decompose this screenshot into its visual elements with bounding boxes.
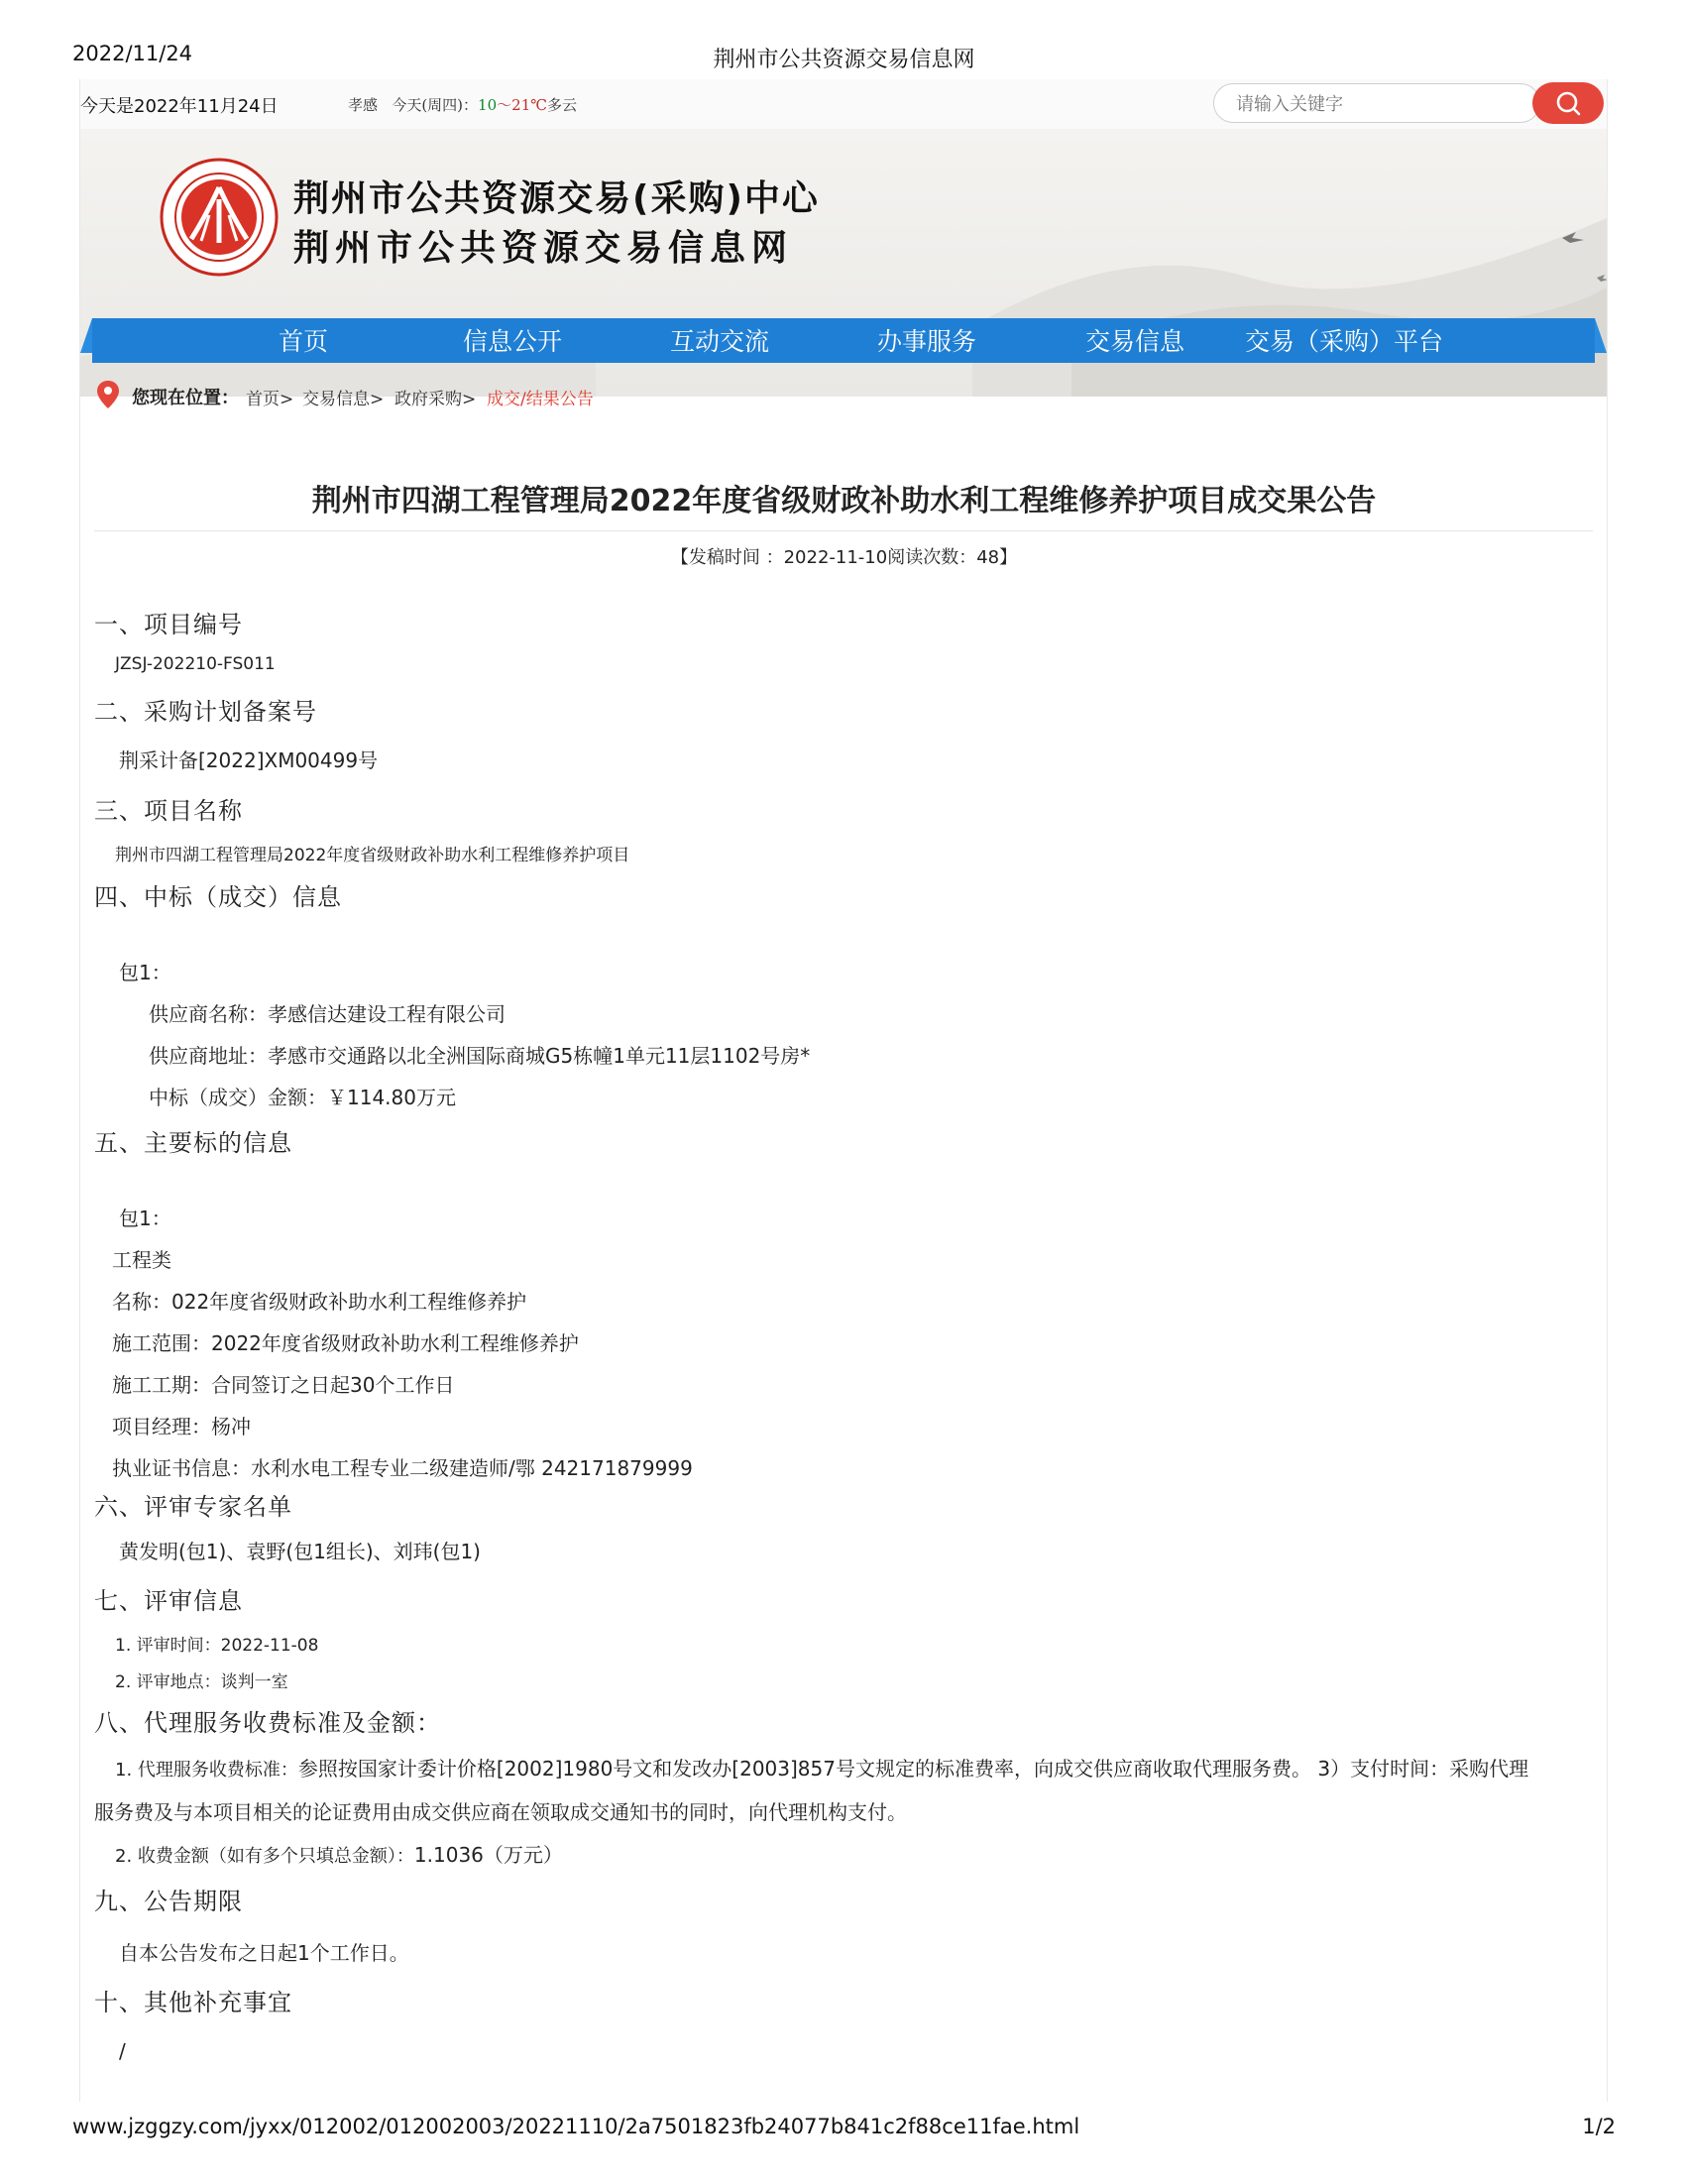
- nav-trade-platform[interactable]: 交易（采购）平台: [1245, 327, 1444, 356]
- breadcrumb-home[interactable]: 首页>: [246, 390, 294, 409]
- project-name: 荆州市四湖工程管理局2022年度省级财政补助水利工程维修养护项目: [115, 846, 630, 865]
- search-input[interactable]: [1234, 92, 1496, 116]
- weather-day: 今天(周四)：: [392, 96, 479, 114]
- print-footer-page: 1/2: [1582, 2115, 1616, 2138]
- temp-low: 10: [478, 96, 498, 114]
- nav-home[interactable]: 首页: [279, 327, 329, 356]
- supplier-address: 供应商地址：孝感市交通路以北全洲国际商城G5栋幢1单元11层1102号房*: [149, 1044, 811, 1068]
- construction-period: 施工工期：合同签订之日起30个工作日: [112, 1373, 455, 1397]
- print-footer-url: www.jzggzy.com/jyxx/012002/012002003/20221110/2a7501823fb24077b841c2f88ce11fae.html: [72, 2115, 1080, 2138]
- breadcrumb-trade-info[interactable]: 交易信息>: [302, 390, 385, 409]
- project-manager: 项目经理：杨冲: [112, 1415, 251, 1438]
- fee-standard-text: 参照按国家计委计价格[2002]1980号文和发改办[2003]857号文规定的标准费率，向成交供应商收取代理服务费。 3）支付时间：采购代理: [297, 1757, 1529, 1781]
- supplier-name: 供应商名称：孝感信达建设工程有限公司: [149, 1002, 506, 1026]
- search-box: [1213, 83, 1540, 123]
- breadcrumb-current[interactable]: 成交/结果公告: [487, 390, 594, 409]
- section-heading-2: 二、采购计划备案号: [94, 698, 317, 726]
- breadcrumb-label: 您现在位置：: [132, 388, 239, 408]
- site-name-line2: 荆州市公共资源交易信息网: [293, 228, 794, 269]
- expert-list: 黄发明(包1)、袁野(包1组长)、刘玮(包1): [119, 1540, 481, 1563]
- article-meta: 【发稿时间 ：2022-11-10阅读次数：48】: [670, 547, 1018, 568]
- weather-city: 孝感: [348, 96, 379, 114]
- breadcrumb: [80, 377, 1607, 416]
- section-heading-9: 九、公告期限: [94, 1888, 243, 1915]
- fee-standard-label: 1. 代理服务收费标准：: [115, 1760, 298, 1781]
- today-date: 今天是2022年11月24日: [80, 96, 279, 117]
- site-logo: [160, 158, 279, 277]
- nav-interaction[interactable]: 互动交流: [670, 327, 770, 356]
- plan-record-number: 荆采计备[2022]XM00499号: [119, 748, 379, 772]
- subject-name: 名称：022年度省级财政补助水利工程维修养护: [112, 1290, 527, 1314]
- review-time: 1. 评审时间：2022-11-08: [115, 1636, 319, 1656]
- section-heading-6: 六、评审专家名单: [94, 1493, 292, 1521]
- temp-separator: ～: [497, 96, 512, 114]
- fee-standard: [115, 1753, 1528, 1782]
- section-heading-3: 三、项目名称: [94, 797, 243, 825]
- weather-widget: [348, 94, 577, 115]
- temp-high: 21℃: [511, 96, 548, 114]
- weather-condition: 多云: [547, 96, 578, 114]
- fee-amount: [115, 1839, 563, 1868]
- nav-services[interactable]: 办事服务: [877, 327, 977, 356]
- subject-category: 工程类: [112, 1248, 171, 1272]
- search-icon: [1554, 90, 1582, 116]
- section-heading-1: 一、项目编号: [94, 611, 243, 638]
- top-bar: [80, 79, 1607, 129]
- review-place: 2. 评审地点：谈判一室: [115, 1672, 288, 1692]
- project-number: JZSJ-202210-FS011: [115, 654, 276, 674]
- print-header-title: 荆州市公共资源交易信息网: [713, 48, 975, 72]
- section-heading-4: 四、中标（成交）信息: [94, 883, 342, 911]
- nav-info-disclosure[interactable]: 信息公开: [463, 327, 563, 356]
- fee-standard-text-cont: 服务费及与本项目相关的论证费用由成交供应商在领取成交通知书的同时，向代理机构支付。: [94, 1800, 907, 1824]
- print-header-date: 2022/11/24: [72, 42, 193, 65]
- article-title: 荆州市四湖工程管理局2022年度省级财政补助水利工程维修养护项目成交果公告: [311, 484, 1377, 518]
- location-pin-icon: [96, 380, 120, 409]
- main-nav: [80, 313, 1607, 363]
- certificate-info: 执业证书信息：水利水电工程专业二级建造师/鄂 242171879999: [112, 1456, 693, 1480]
- fee-amount-label: 2. 收费金额（如有多个只填总金额）：: [115, 1846, 414, 1867]
- site-name-line1: 荆州市公共资源交易(采购)中心: [293, 178, 820, 219]
- other-matters: /: [119, 2039, 126, 2063]
- award-amount: 中标（成交）金额：￥114.80万元: [149, 1086, 456, 1109]
- section-heading-10: 十、其他补充事宜: [94, 1989, 292, 2016]
- subject-package: 包1：: [119, 1207, 171, 1230]
- breadcrumb-gov-procurement[interactable]: 政府采购>: [394, 390, 477, 409]
- notice-period: 自本公告发布之日起1个工作日。: [119, 1941, 409, 1965]
- section-heading-7: 七、评审信息: [94, 1587, 243, 1615]
- section-heading-5: 五、主要标的信息: [94, 1129, 292, 1157]
- award-package: 包1：: [119, 961, 171, 984]
- title-divider: [94, 530, 1593, 531]
- nav-trade-info[interactable]: 交易信息: [1085, 327, 1185, 356]
- search-button[interactable]: [1532, 82, 1604, 124]
- section-heading-8: 八、代理服务收费标准及金额：: [94, 1709, 441, 1737]
- fee-amount-value: 1.1036（万元）: [413, 1843, 563, 1867]
- construction-scope: 施工范围：2022年度省级财政补助水利工程维修养护: [112, 1331, 579, 1355]
